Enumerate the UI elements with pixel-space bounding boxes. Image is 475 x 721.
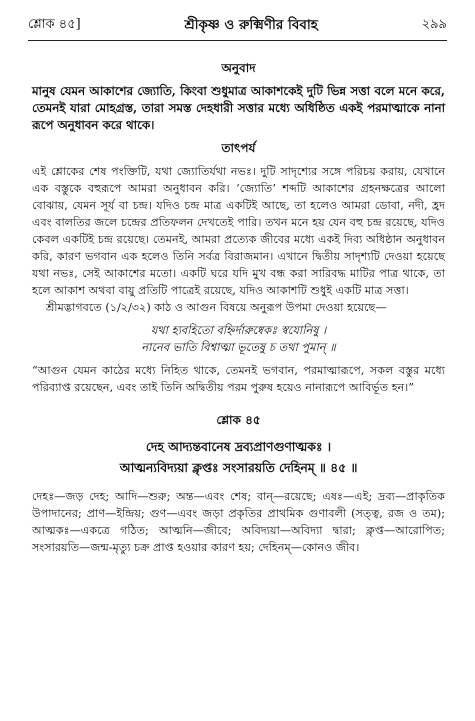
word-synonyms: দেহঃ—জড় দেহ; আদি—শুরু; অন্ত—এবং শেষ; বান্—রয়েছে; এষঃ—এই; দ্রব্য—প্রাকৃতিক উপাদানের; প্রাণ—ইন্দ্রিয়; গুণ—এবং জড়া প্রকৃতির প্রাথমিক গুণাবলী (সত্ত্ব, রজ ও তম); আত্মকঃ—একত্রে গঠিত; আত্মনি—জীবে; অবিদ্যয়া—অবিদ্যা দ্বারা; ক্লৃপ্ত—আরোপিত; সংসারয়তি—জন্ম-মৃত্যু চক্র প্রাপ্ত হওয়ার কারণ হয়; দেহিনম্—কোনও জীব। xyxy=(32,490,445,554)
purport-paragraph-1: এই শ্লোকের শেষ পংক্তিটি, যথা জ্যোতির্যথা নভঃ। দুটি সাদৃশ্যের সঙ্গে পরিচয় করায়, যেখানে এক বস্তুকে বহুরূপে আমরা অনুধাবন করি। ‘জ্যোতি’ শব্দটি আকাশের গ্রহনক্ষত্রের আলো বোঝায়, যেমন সূর্য বা চন্দ্র। যদিও চন্দ্র মাত্র একটিই আছে, তা হলেও আমরা ডোবা, নদী, হ্রদ এবং বালতির জলে চন্দ্রের প্রতিফলন দেখতেই পারি। তখন মনে হয় যেন বহু চন্দ্র রয়েছে, যদিও কেবল একটিই চন্দ্র রয়েছে। তেমনই, আমরা প্রত্যেক জীবের মধ্যে একই দিব্য অধিষ্ঠান অনুধাবন করি, কারণ ভগবান এক হলেও তিনি সর্বত্র বিরাজমান। এখানে দ্বিতীয় সাদৃশ্যটি দেওয়া হয়েছে যথা নভঃ, সেই আকাশের মতো। একটি ঘরে যদি মুখ বন্ধ করা সারিবদ্ধ মাটির পাত্র থাকে, তা হলে আকাশ অথবা বায়ু প্রতিটি পাত্রেই রয়েছে, যদিও আকাশটি শুধুই একটি মাত্র সত্তা। xyxy=(32,165,445,297)
verse-heading: শ্লোক ৪৫ xyxy=(216,413,261,427)
sanskrit-line-2: আত্মন্যবিদ্যয়া ক্লৃপ্তঃ সংসারয়তি দেহিনম্ ॥ ৪৫ ॥ xyxy=(119,460,358,475)
quoted-verse xyxy=(32,322,445,356)
header-rule xyxy=(28,40,447,41)
quoted-verse-line-2: নানেব ভাতি বিশ্বাত্মা ভূতেষু চ তথা পুমান্ ॥ xyxy=(141,340,336,354)
translation-text: মানুষ যেমন আকাশের জ্যোতি, কিংবা শুধুমাত্র আকাশকেই দুটি ভিন্ন সত্তা বলে মনে করে, তেমনই যারা মোহগ্রস্ত, তারা সমস্ত দেহধারী সত্তার মধ্যে অধিষ্ঠিত একই পরমাত্মাকে নানা রূপে অনুধাবন করে থাকে। xyxy=(32,84,445,132)
verse-reference: শ্লোক ৪৫] xyxy=(28,16,81,32)
purport-paragraph-2: শ্রীমদ্ভাগবতে (১/২/৩২) কাঠ ও আগুন বিষয়ে অনুরূপ উপমা দেওয়া হয়েছে— xyxy=(46,301,387,314)
purport-paragraph-3: “আগুন যেমন কাঠের মধ্যে নিহিত থাকে, তেমনই ভগবান, পরমাত্মারূপে, সকল বস্তুর মধ্যে পরিব্যাপ্ত রয়েছেন, এবং তাই তিনি অদ্বিতীয় পরম পুরুষ হয়েও নানারূপে আবির্ভূত হন।” xyxy=(32,364,445,394)
page-header xyxy=(28,14,447,36)
quoted-verse-line-1: যথা হ্যবহিতো বহ্নির্দারুষ্বেকঃ স্বযোনিষু । xyxy=(150,323,327,337)
chapter-title: শ্রীকৃষ্ণ ও রুক্মিণীর বিবাহ xyxy=(184,16,318,33)
translation-heading: অনুবাদ xyxy=(221,61,256,75)
sanskrit-line-1: দেহ আদ্যন্তবানেষ দ্রব্যপ্রাণগুণাত্মকঃ । xyxy=(145,439,332,454)
page-number: ২৯৯ xyxy=(421,16,447,32)
page-content xyxy=(32,60,445,556)
purport-heading: তাৎপর্য xyxy=(221,141,256,155)
